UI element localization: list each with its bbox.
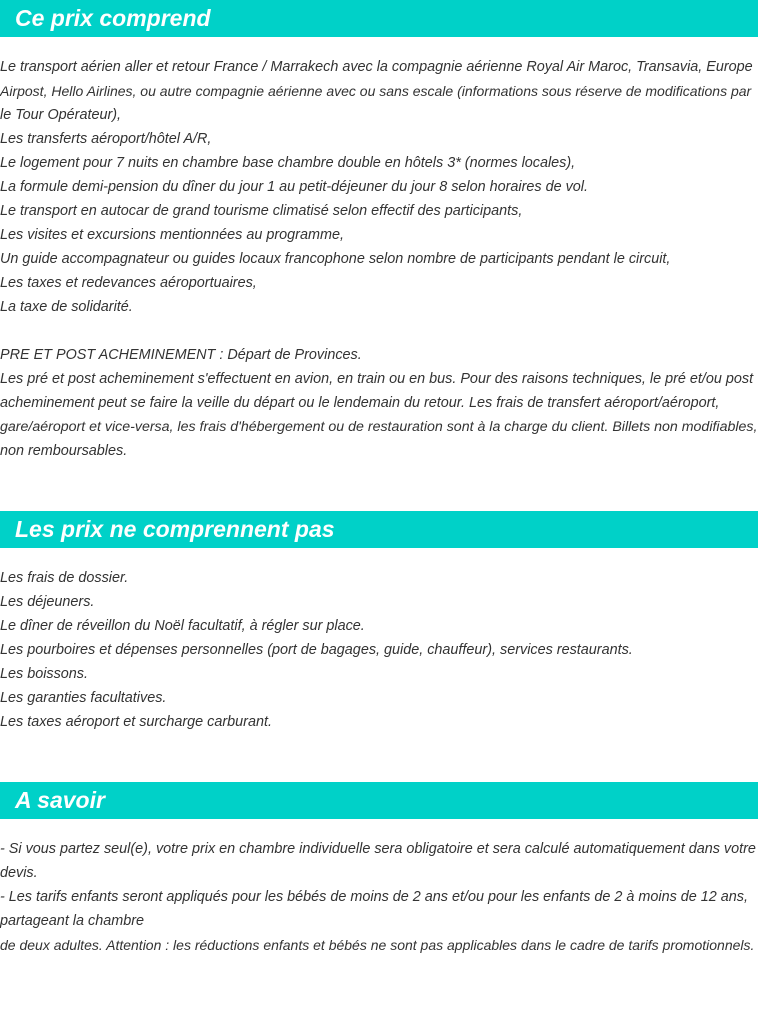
section-header-savoir xyxy=(0,782,758,819)
list-item: devis. xyxy=(0,865,38,881)
list-item: Les frais de dossier. xyxy=(0,570,129,586)
acheminement-text: non remboursables. xyxy=(0,443,128,459)
acheminement-text: acheminement peut se faire la veille du départ ou le lendemain du retour. Les frais de transfert aéroport/aéroport, xyxy=(0,395,720,411)
list-item: La formule demi-pension du dîner du jour 1 au petit-déjeuner du jour 8 selon horaires de vol. xyxy=(0,179,588,195)
list-item: Les visites et excursions mentionnées au programme, xyxy=(0,227,344,243)
acheminement-text: gare/aéroport et vice-versa, les frais d'hébergement ou de restauration sont à la charge du client. Billets non modifiables, xyxy=(0,419,758,435)
list-item: Le logement pour 7 nuits en chambre base chambre double en hôtels 3* (normes locales), xyxy=(0,155,576,171)
list-item: Les taxes et redevances aéroportuaires, xyxy=(0,275,257,291)
list-item: Le transport aérien aller et retour France / Marrakech avec la compagnie aérienne Royal Air Maroc, Transavia, Europe xyxy=(0,59,753,75)
list-item: le Tour Opérateur), xyxy=(0,107,122,123)
section-a-savoir xyxy=(0,782,758,957)
list-item: La taxe de solidarité. xyxy=(0,299,133,315)
acheminement-text: Les pré et post acheminement s'effectuent en avion, en train ou en bus. Pour des raisons techniques, le pré et/ou post xyxy=(0,371,754,387)
paragraph-spacer xyxy=(0,319,758,343)
list-item: partageant la chambre xyxy=(0,913,144,929)
list-item: - Si vous partez seul(e), votre prix en chambre individuelle sera obligatoire et sera calculé automatiquement dans votre xyxy=(0,841,756,857)
section-header-comprend xyxy=(0,0,758,37)
list-item: Les pourboires et dépenses personnelles (port de bagages, guide, chauffeur), services restaurants. xyxy=(0,642,633,658)
section-prix-comprend xyxy=(0,0,758,463)
section-body-exclus xyxy=(0,566,758,734)
list-item: Le transport en autocar de grand tourisme climatisé selon effectif des participants, xyxy=(0,203,523,219)
section-body-savoir xyxy=(0,837,758,957)
list-item: Les garanties facultatives. xyxy=(0,690,167,706)
section-title-exclus: Les prix ne comprennent pas xyxy=(15,516,335,542)
list-item: Les déjeuners. xyxy=(0,594,95,610)
section-prix-exclus xyxy=(0,511,758,734)
list-item: Les boissons. xyxy=(0,666,88,682)
section-header-exclus xyxy=(0,511,758,548)
list-item: Les transferts aéroport/hôtel A/R, xyxy=(0,131,212,147)
list-item: de deux adultes. Attention : les réductions enfants et bébés ne sont pas applicables dans le cadre de tarifs promotionnels. xyxy=(0,937,755,953)
section-body-comprend xyxy=(0,55,758,463)
acheminement-heading: PRE ET POST ACHEMINEMENT : Départ de Provinces. xyxy=(0,347,362,363)
section-title-comprend: Ce prix comprend xyxy=(15,5,211,31)
list-item: Le dîner de réveillon du Noël facultatif, à régler sur place. xyxy=(0,618,365,634)
section-title-savoir: A savoir xyxy=(15,787,105,813)
list-item: Un guide accompagnateur ou guides locaux francophone selon nombre de participants pendant le circuit, xyxy=(0,251,671,267)
list-item: Les taxes aéroport et surcharge carburant. xyxy=(0,714,272,730)
list-item: Airpost, Hello Airlines, ou autre compagnie aérienne avec ou sans escale (informations sous réserve de modifications par xyxy=(0,83,752,99)
list-item: - Les tarifs enfants seront appliqués pour les bébés de moins de 2 ans et/ou pour les enfants de 2 à moins de 12 ans, xyxy=(0,889,748,905)
